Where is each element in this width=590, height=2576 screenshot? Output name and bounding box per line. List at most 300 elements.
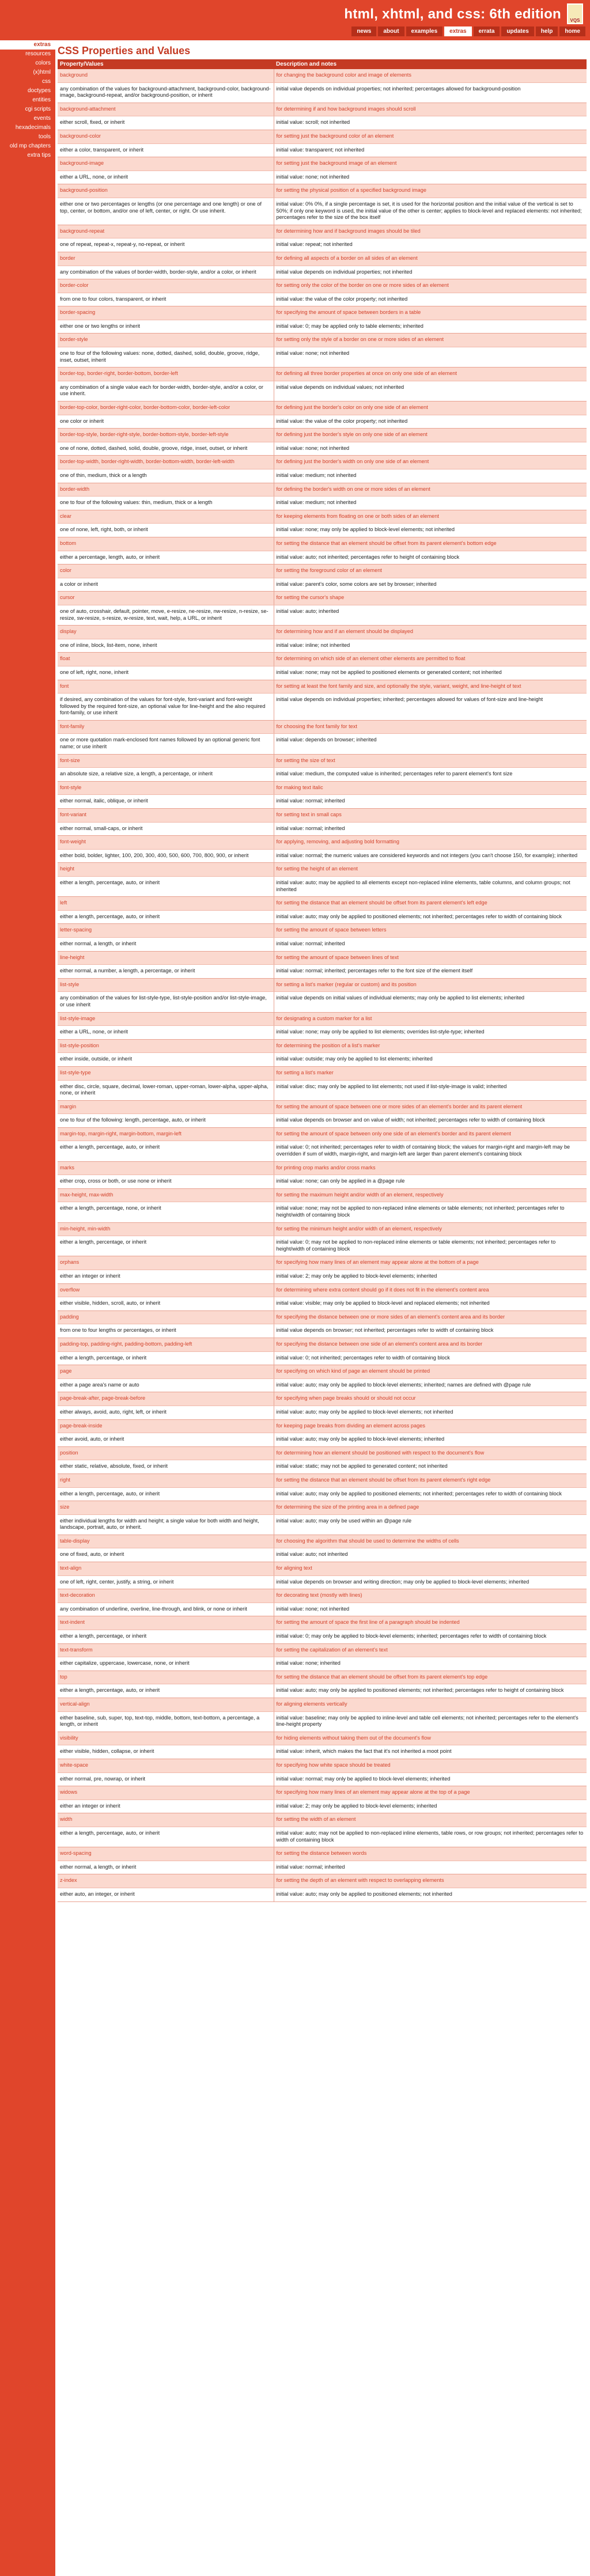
property-row	[58, 1066, 587, 1080]
property-values: one of left, right, center, justify, a string, or inherit	[58, 1575, 274, 1589]
property-values: either individual lengths for width and height; a single value for both width and height, landscape, portrait, auto, or inherit.	[58, 1514, 274, 1535]
property-values: any combination of the values of border-width, border-style, and/or a color, or inherit	[58, 266, 274, 279]
value-row	[58, 415, 587, 429]
sidebar-item-entities[interactable]: entities	[32, 97, 51, 103]
value-row	[58, 82, 587, 103]
property-row	[58, 1698, 587, 1712]
property-notes: initial value: auto; may only be applied to block-level elements; inherited; names are defined with @page rule	[274, 1378, 587, 1392]
property-row	[58, 1222, 587, 1236]
property-description: for setting the foreground color of an element	[274, 565, 587, 578]
property-notes: initial value depends on initial values of individual elements; may only be applied to list elements; inherited	[274, 992, 587, 1012]
property-notes: initial value: static; may not be applied to generated content; not inherited	[274, 1460, 587, 1474]
nav-link-home[interactable]: home	[559, 26, 585, 36]
property-values: either crop, cross or both, or use none or inherit	[58, 1175, 274, 1189]
property-description: for setting the physical position of a specified background image	[274, 184, 587, 198]
property-name: z-index	[58, 1874, 274, 1888]
book-cover-icon[interactable]	[567, 3, 583, 24]
property-notes: initial value: the value of the color property; not inherited	[274, 415, 587, 429]
value-row	[58, 171, 587, 184]
property-description: for setting the capitalization of an element's text	[274, 1643, 587, 1657]
property-values: either visible, hidden, scroll, auto, or inherit	[58, 1297, 274, 1311]
property-row	[58, 1732, 587, 1745]
property-values: either avoid, auto, or inherit	[58, 1433, 274, 1447]
site-banner	[0, 0, 590, 40]
property-name: border-top-width, border-right-width, border-bottom-width, border-left-width	[58, 456, 274, 469]
property-name: color	[58, 565, 274, 578]
property-notes: initial value: auto; may not be applied to non-replaced inline elements, table rows, or row groups; not inherited; percentages refer to width of containing block	[274, 1827, 587, 1847]
property-notes: initial value: inherit, which makes the fact that it's not inherited a moot point	[274, 1745, 587, 1759]
property-description: for determining how an element should be positioned with respect to the document's flow	[274, 1446, 587, 1460]
property-notes: initial value: none; can only be applied in a @page rule	[274, 1175, 587, 1189]
property-values: any combination of the values for background-attachment, background-color, background-image, background-repeat, and/or background-position, or inherit	[58, 82, 274, 103]
property-notes: initial value: 0; may not be applied to non-replaced inline elements or table elements; not inherited; percentages refer to height/width of containing block	[274, 1236, 587, 1256]
property-row	[58, 1338, 587, 1351]
property-name: line-height	[58, 951, 274, 965]
value-row	[58, 1175, 587, 1189]
property-name: size	[58, 1501, 274, 1515]
property-row	[58, 565, 587, 578]
sidebar	[0, 40, 55, 2576]
value-row	[58, 1351, 587, 1365]
value-row	[58, 639, 587, 653]
property-row	[58, 537, 587, 551]
property-description: for hiding elements without taking them out of the document's flow	[274, 1732, 587, 1745]
property-values: either a URL, none, or inherit	[58, 171, 274, 184]
property-row	[58, 1161, 587, 1175]
property-row	[58, 130, 587, 143]
value-row	[58, 965, 587, 979]
nav-link-errata[interactable]: errata	[474, 26, 500, 36]
property-name: list-style-type	[58, 1066, 274, 1080]
property-values: either one or two percentages or lengths (or one percentage and one length) or one of top, center, or bottom, and/or one of left, center, or right. Or use inherit.	[58, 198, 274, 225]
property-notes: initial value: 0; not inherited; percentages refer to width of containing block	[274, 1351, 587, 1365]
value-row	[58, 1603, 587, 1616]
property-row	[58, 1283, 587, 1297]
property-row	[58, 1562, 587, 1576]
property-row	[58, 1535, 587, 1548]
property-values: either an integer or inherit	[58, 1270, 274, 1284]
property-notes: initial value: none; may only be applied to list elements; overrides list-style-type; inherited	[274, 1026, 587, 1040]
property-row	[58, 1670, 587, 1684]
value-row	[58, 1324, 587, 1338]
value-row	[58, 238, 587, 252]
property-notes: initial value: parent's color, some colors are set by browser; inherited	[274, 578, 587, 592]
property-row	[58, 836, 587, 850]
property-row	[58, 1759, 587, 1772]
nav-link-about[interactable]: about	[378, 26, 404, 36]
property-row	[58, 1039, 587, 1053]
property-notes: initial value: baseline; may only be applied to inline-level and table cell elements; not inherited; percentages refer to the element's line-height property	[274, 1711, 587, 1732]
property-description: for setting the size of text	[274, 754, 587, 768]
property-description: for determining the size of the printing area in a defined page	[274, 1501, 587, 1515]
property-name: font-variant	[58, 809, 274, 823]
property-values: either always, avoid, auto, right, left, or inherit	[58, 1406, 274, 1419]
property-values: either a page area's name or auto	[58, 1378, 274, 1392]
property-row	[58, 334, 587, 347]
property-name: text-transform	[58, 1643, 274, 1657]
value-row	[58, 937, 587, 951]
value-row	[58, 524, 587, 537]
property-name: border	[58, 252, 274, 266]
value-row	[58, 469, 587, 483]
property-values: either normal, a length, or inherit	[58, 937, 274, 951]
value-row	[58, 497, 587, 510]
nav-link-extras[interactable]: extras	[444, 26, 471, 36]
property-notes: initial value depends on individual properties; not inherited	[274, 266, 587, 279]
property-values: either a URL, none, or inherit	[58, 1026, 274, 1040]
property-notes: initial value: 0; not inherited; percentages refer to width of containing block; the values for margin-right and margin-left may be overridden if sum of width, margin-right, and margin-left are larger than parent element's containing block	[274, 1141, 587, 1161]
property-values: any combination of the values for list-style-type, list-style-position and/or list-style-image, or use inherit	[58, 992, 274, 1012]
property-name: text-indent	[58, 1616, 274, 1630]
property-description: for setting the amount of space between letters	[274, 924, 587, 938]
property-description: for setting at least the font family and size, and optionally the style, variant, weight, and line-height of text	[274, 680, 587, 694]
property-name: font-style	[58, 781, 274, 795]
value-row	[58, 849, 587, 863]
property-description: for applying, removing, and adjusting bold formatting	[274, 836, 587, 850]
nav-link-examples[interactable]: examples	[406, 26, 443, 36]
sidebar-item-tools[interactable]: tools	[38, 134, 51, 140]
property-values: either scroll, fixed, or inherit	[58, 116, 274, 130]
property-description: for determining where extra content should go if it does not fit in the element's content area	[274, 1283, 587, 1297]
property-row	[58, 1446, 587, 1460]
property-row	[58, 863, 587, 877]
property-description: for specifying how many lines of an element may appear alone at the top of a page	[274, 1786, 587, 1800]
property-name: background	[58, 69, 274, 82]
property-notes: initial value: auto; may only be applied to block-level elements; not inherited	[274, 1406, 587, 1419]
property-notes: initial value: scroll; not inherited	[274, 116, 587, 130]
value-row	[58, 578, 587, 592]
property-values: one color or inherit	[58, 415, 274, 429]
property-row	[58, 720, 587, 734]
value-row	[58, 1297, 587, 1311]
property-name: position	[58, 1446, 274, 1460]
property-description: for determining how and if an element should be displayed	[274, 626, 587, 639]
property-values: any combination of underline, overline, line-through, and blink, or none or inherit	[58, 1603, 274, 1616]
property-name: list-style-position	[58, 1039, 274, 1053]
property-row	[58, 510, 587, 524]
sidebar-item-extras[interactable]: extras	[0, 40, 55, 50]
property-name: clear	[58, 510, 274, 524]
property-values: either disc, circle, square, decimal, lower-roman, upper-roman, lower-alpha, upper-alpha, none, or inherit	[58, 1080, 274, 1100]
property-values: one of inline, block, list-item, none, inherit	[58, 639, 274, 653]
value-row	[58, 1141, 587, 1161]
property-name: background-color	[58, 130, 274, 143]
property-name: font-size	[58, 754, 274, 768]
property-values: either visible, hidden, collapse, or inherit	[58, 1745, 274, 1759]
property-row	[58, 368, 587, 381]
property-values: either a length, percentage, auto, or inherit	[58, 877, 274, 897]
property-name: white-space	[58, 1759, 274, 1772]
property-values: either a length, percentage, auto, or inherit	[58, 1684, 274, 1698]
value-row	[58, 551, 587, 565]
sidebar-item-css[interactable]: css	[42, 78, 51, 85]
property-row	[58, 781, 587, 795]
property-row	[58, 809, 587, 823]
property-description: for specifying on which kind of page an element should be printed	[274, 1365, 587, 1379]
property-values: a color or inherit	[58, 578, 274, 592]
property-values: either baseline, sub, super, top, text-top, middle, bottom, text-bottom, a percentage, a length, or inherit	[58, 1711, 274, 1732]
property-description: for setting the cursor's shape	[274, 592, 587, 605]
property-name: font-weight	[58, 836, 274, 850]
property-values: from one to four lengths or percentages, or inherit	[58, 1324, 274, 1338]
property-description: for setting the amount of space the first line of a paragraph should be indented	[274, 1616, 587, 1630]
nav-link-updates[interactable]: updates	[501, 26, 534, 36]
property-name: list-style	[58, 978, 274, 992]
value-row	[58, 1026, 587, 1040]
property-notes: initial value: 0; may only be applied to block-level elements; inherited; percentages refer to width of containing block	[274, 1630, 587, 1644]
value-row	[58, 1053, 587, 1067]
value-row	[58, 1236, 587, 1256]
property-description: for setting the distance that an element should be offset from its parent element's bottom edge	[274, 537, 587, 551]
property-row	[58, 1643, 587, 1657]
property-values: either one or two lengths or inherit	[58, 320, 274, 334]
property-notes: initial value depends on individual properties; inherited; percentages allowed for values of font-size and line-height	[274, 694, 587, 721]
property-description: for designating a custom marker for a list	[274, 1012, 587, 1026]
property-name: text-align	[58, 1562, 274, 1576]
property-values: from one to four colors, transparent, or inherit	[58, 293, 274, 306]
value-row	[58, 1487, 587, 1501]
value-row	[58, 910, 587, 924]
property-name: margin	[58, 1100, 274, 1114]
property-notes: initial value: auto; may be applied to all elements except non-replaced inline elements, table columns, and column groups; not inherited	[274, 877, 587, 897]
value-row	[58, 1406, 587, 1419]
property-row	[58, 1419, 587, 1433]
property-name: border-width	[58, 483, 274, 497]
property-notes: initial value: none; not inherited	[274, 442, 587, 456]
book-cover-label: VQS	[570, 18, 580, 23]
property-row	[58, 1589, 587, 1603]
property-name: border-top, border-right, border-bottom, border-left	[58, 368, 274, 381]
property-name: background-position	[58, 184, 274, 198]
sidebar-item-colors[interactable]: colors	[35, 60, 51, 66]
property-name: height	[58, 863, 274, 877]
value-row	[58, 1433, 587, 1447]
property-row	[58, 1127, 587, 1141]
property-values: either a length, percentage, or inherit	[58, 1630, 274, 1644]
property-description: for setting the amount of space between one or more sides of an element's border and its parent element	[274, 1100, 587, 1114]
property-description: for aligning elements vertically	[274, 1698, 587, 1712]
property-notes: initial value: 0% 0%, if a single percentage is set, it is used for the horizontal position and the initial value of the vertical is set to 50%; if only one keyword is used, the initial value of the other is center; applies to block-level and replaced elements: not inherited; percentages refer to the size of the box itself	[274, 198, 587, 225]
sidebar-item-events[interactable]: events	[33, 115, 51, 122]
property-values: one of fixed, auto, or inherit	[58, 1548, 274, 1562]
property-values: either a length, percentage, auto, or inherit	[58, 910, 274, 924]
property-name: list-style-image	[58, 1012, 274, 1026]
property-notes: initial value: none; may only be applied to block-level elements; not inherited	[274, 524, 587, 537]
property-notes: initial value: none; not inherited	[274, 171, 587, 184]
property-description: for determining how and if background images should be tiled	[274, 225, 587, 238]
property-description: for setting the distance that an element should be offset from its parent element's left edge	[274, 897, 587, 911]
property-row	[58, 1874, 587, 1888]
property-notes: initial value: disc; may only be applied to list elements; not used if list-style-image is valid; inherited	[274, 1080, 587, 1100]
property-notes: initial value: normal; the numeric values are considered keywords and not integers (you can't choose 150, for example); inherited	[274, 849, 587, 863]
value-row	[58, 198, 587, 225]
top-navigation	[351, 26, 585, 36]
property-name: float	[58, 653, 274, 666]
property-notes: initial value: normal; may only be applied to block-level elements; inherited	[274, 1772, 587, 1786]
value-row	[58, 666, 587, 680]
property-name: border-top-color, border-right-color, border-bottom-color, border-left-color	[58, 401, 274, 415]
property-row	[58, 1786, 587, 1800]
value-row	[58, 795, 587, 809]
property-name: max-height, max-width	[58, 1188, 274, 1202]
property-row	[58, 103, 587, 116]
property-row	[58, 1847, 587, 1861]
property-row	[58, 897, 587, 911]
property-description: for specifying the distance between one or more sides of an element's content area and its border	[274, 1310, 587, 1324]
property-notes: initial value: medium, the computed value is inherited; percentages refer to parent element's font size	[274, 768, 587, 782]
property-description: for setting only the style of a border on one or more sides of an element	[274, 334, 587, 347]
property-name: border-top-style, border-right-style, border-bottom-style, border-left-style	[58, 429, 274, 442]
property-description: for setting the distance that an element should be offset from its parent element's right edge	[274, 1473, 587, 1487]
property-name: right	[58, 1473, 274, 1487]
property-row	[58, 157, 587, 171]
main-content	[58, 45, 587, 1902]
sidebar-item-hexadecimals[interactable]: hexadecimals	[15, 124, 51, 131]
property-description: for setting only the color of the border on one or more sides of an element	[274, 279, 587, 293]
property-values: either normal, a number, a length, a percentage, or inherit	[58, 965, 274, 979]
property-notes: initial value: none; may not be applied to non-replaced inline elements or table elements; not inherited; percentages refer to height/width of containing block	[274, 1202, 587, 1222]
sidebar-item-old-mp-chapters[interactable]: old mp chapters	[9, 143, 51, 149]
property-values: either a color, transparent, or inherit	[58, 143, 274, 157]
property-row	[58, 1100, 587, 1114]
property-name: padding-top, padding-right, padding-bottom, padding-left	[58, 1338, 274, 1351]
property-row	[58, 1310, 587, 1324]
property-row	[58, 483, 587, 497]
property-row	[58, 1392, 587, 1406]
property-description: for keeping page breaks from dividing an element across pages	[274, 1419, 587, 1433]
value-row	[58, 1630, 587, 1644]
sidebar-item-extra-tips[interactable]: extra tips	[27, 152, 51, 158]
property-notes: initial value: auto; may only be applied to positioned elements; not inherited; percentages refer to height of containing block	[274, 1684, 587, 1698]
property-name: border-style	[58, 334, 274, 347]
property-values: either a length, percentage, none, or inherit	[58, 1202, 274, 1222]
property-description: for determining the position of a list's marker	[274, 1039, 587, 1053]
property-values: one of none, left, right, both, or inherit	[58, 524, 274, 537]
property-notes: initial value: auto; may only be applied to positioned elements; not inherited; percentages refer to width of containing block	[274, 1487, 587, 1501]
property-notes: initial value: auto; not inherited; percentages refer to height of containing block	[274, 551, 587, 565]
property-description: for keeping elements from floating on one or both sides of an element	[274, 510, 587, 524]
property-name: bottom	[58, 537, 274, 551]
nav-link-help[interactable]: help	[536, 26, 558, 36]
property-row	[58, 1616, 587, 1630]
property-values: one to four of the following values: thin, medium, thick or a length	[58, 497, 274, 510]
sidebar-item-doctypes[interactable]: doctypes	[27, 88, 51, 94]
property-name: word-spacing	[58, 1847, 274, 1861]
property-name: padding	[58, 1310, 274, 1324]
property-values: either a length, percentage, auto, or inherit	[58, 1827, 274, 1847]
value-row	[58, 768, 587, 782]
property-description: for defining all three border properties at once on only one side of an element	[274, 368, 587, 381]
property-name: page-break-after, page-break-before	[58, 1392, 274, 1406]
property-notes: initial value: medium; not inherited	[274, 497, 587, 510]
property-description: for printing crop marks and/or cross marks	[274, 1161, 587, 1175]
property-values: either capitalize, uppercase, lowercase, none, or inherit	[58, 1657, 274, 1671]
value-row	[58, 1378, 587, 1392]
value-row	[58, 116, 587, 130]
property-description: for choosing the algorithm that should be used to determine the widths of cells	[274, 1535, 587, 1548]
property-notes: initial value: auto; inherited	[274, 605, 587, 625]
property-notes: initial value: none; not inherited	[274, 1603, 587, 1616]
property-row	[58, 1501, 587, 1515]
property-description: for making text italic	[274, 781, 587, 795]
property-name: font-family	[58, 720, 274, 734]
property-name: border-spacing	[58, 306, 274, 320]
property-name: orphans	[58, 1256, 274, 1270]
property-description: for aligning text	[274, 1562, 587, 1576]
property-description: for setting the amount of space between lines of text	[274, 951, 587, 965]
property-description: for setting a list's marker	[274, 1066, 587, 1080]
sidebar-item-cgi-scripts[interactable]: cgi scripts	[25, 106, 51, 112]
property-notes: initial value depends on browser; not inherited; percentages refer to width of containing block	[274, 1324, 587, 1338]
value-row	[58, 347, 587, 368]
property-notes: initial value: auto; not inherited	[274, 1548, 587, 1562]
property-notes: initial value: auto; may only be used within an @page rule	[274, 1514, 587, 1535]
value-row	[58, 1548, 587, 1562]
value-row	[58, 1080, 587, 1100]
property-notes: initial value depends on browser and on value of width; not inherited; percentages refer to width of containing block	[274, 1114, 587, 1128]
property-values: either normal, small-caps, or inherit	[58, 822, 274, 836]
value-row	[58, 992, 587, 1012]
property-row	[58, 924, 587, 938]
property-description: for decorating text (mostly with lines)	[274, 1589, 587, 1603]
property-description: for defining just the border's color on only one side of an element	[274, 401, 587, 415]
value-row	[58, 605, 587, 625]
property-row	[58, 1813, 587, 1827]
value-row	[58, 266, 587, 279]
value-row	[58, 1684, 587, 1698]
property-row	[58, 592, 587, 605]
properties-table	[58, 59, 587, 1902]
property-values: if desired, any combination of the values for font-style, font-variant and font-weight followed by the required font-size, an optional value for line-height and the also required font-family, or use inherit	[58, 694, 274, 721]
value-row	[58, 1827, 587, 1847]
site-title: html, xhtml, and css: 6th edition	[344, 6, 561, 22]
property-values: one of thin, medium, thick or a length	[58, 469, 274, 483]
sidebar-item-resources[interactable]: resources	[25, 51, 51, 57]
property-name: overflow	[58, 1283, 274, 1297]
property-name: background-repeat	[58, 225, 274, 238]
property-row	[58, 279, 587, 293]
property-values: one of repeat, repeat-x, repeat-y, no-repeat, or inherit	[58, 238, 274, 252]
property-row	[58, 1012, 587, 1026]
property-description: for setting the width of an element	[274, 1813, 587, 1827]
property-values: either a percentage, length, auto, or inherit	[58, 551, 274, 565]
property-name: left	[58, 897, 274, 911]
value-row	[58, 1772, 587, 1786]
property-notes: initial value: repeat; not inherited	[274, 238, 587, 252]
property-name: background-attachment	[58, 103, 274, 116]
property-notes: initial value: auto; may only be applied to positioned elements; not inherited; percentages refer to width of containing block	[274, 910, 587, 924]
property-notes: initial value: normal; inherited	[274, 1861, 587, 1874]
value-row	[58, 1202, 587, 1222]
property-name: cursor	[58, 592, 274, 605]
property-notes: initial value: inline; not inherited	[274, 639, 587, 653]
column-header-property: Property/Values	[58, 59, 274, 69]
property-notes: initial value: medium; not inherited	[274, 469, 587, 483]
property-name: page-break-inside	[58, 1419, 274, 1433]
property-row	[58, 225, 587, 238]
value-row	[58, 293, 587, 306]
nav-link-news[interactable]: news	[351, 26, 376, 36]
property-description: for setting just the background color of an element	[274, 130, 587, 143]
property-name: letter-spacing	[58, 924, 274, 938]
property-notes: initial value: normal; inherited	[274, 795, 587, 809]
property-description: for specifying the distance between one side of an element's content area and its border	[274, 1338, 587, 1351]
property-description: for defining all aspects of a border on all sides of an element	[274, 252, 587, 266]
property-values: either bold, bolder, lighter, 100, 200, 300, 400, 500, 600, 700, 800, 900, or inherit	[58, 849, 274, 863]
property-notes: initial value: none; may not be applied to positioned elements or generated content; not inherited	[274, 666, 587, 680]
sidebar-item--x-html[interactable]: (x)html	[33, 69, 51, 75]
property-values: either static, relative, absolute, fixed, or inherit	[58, 1460, 274, 1474]
